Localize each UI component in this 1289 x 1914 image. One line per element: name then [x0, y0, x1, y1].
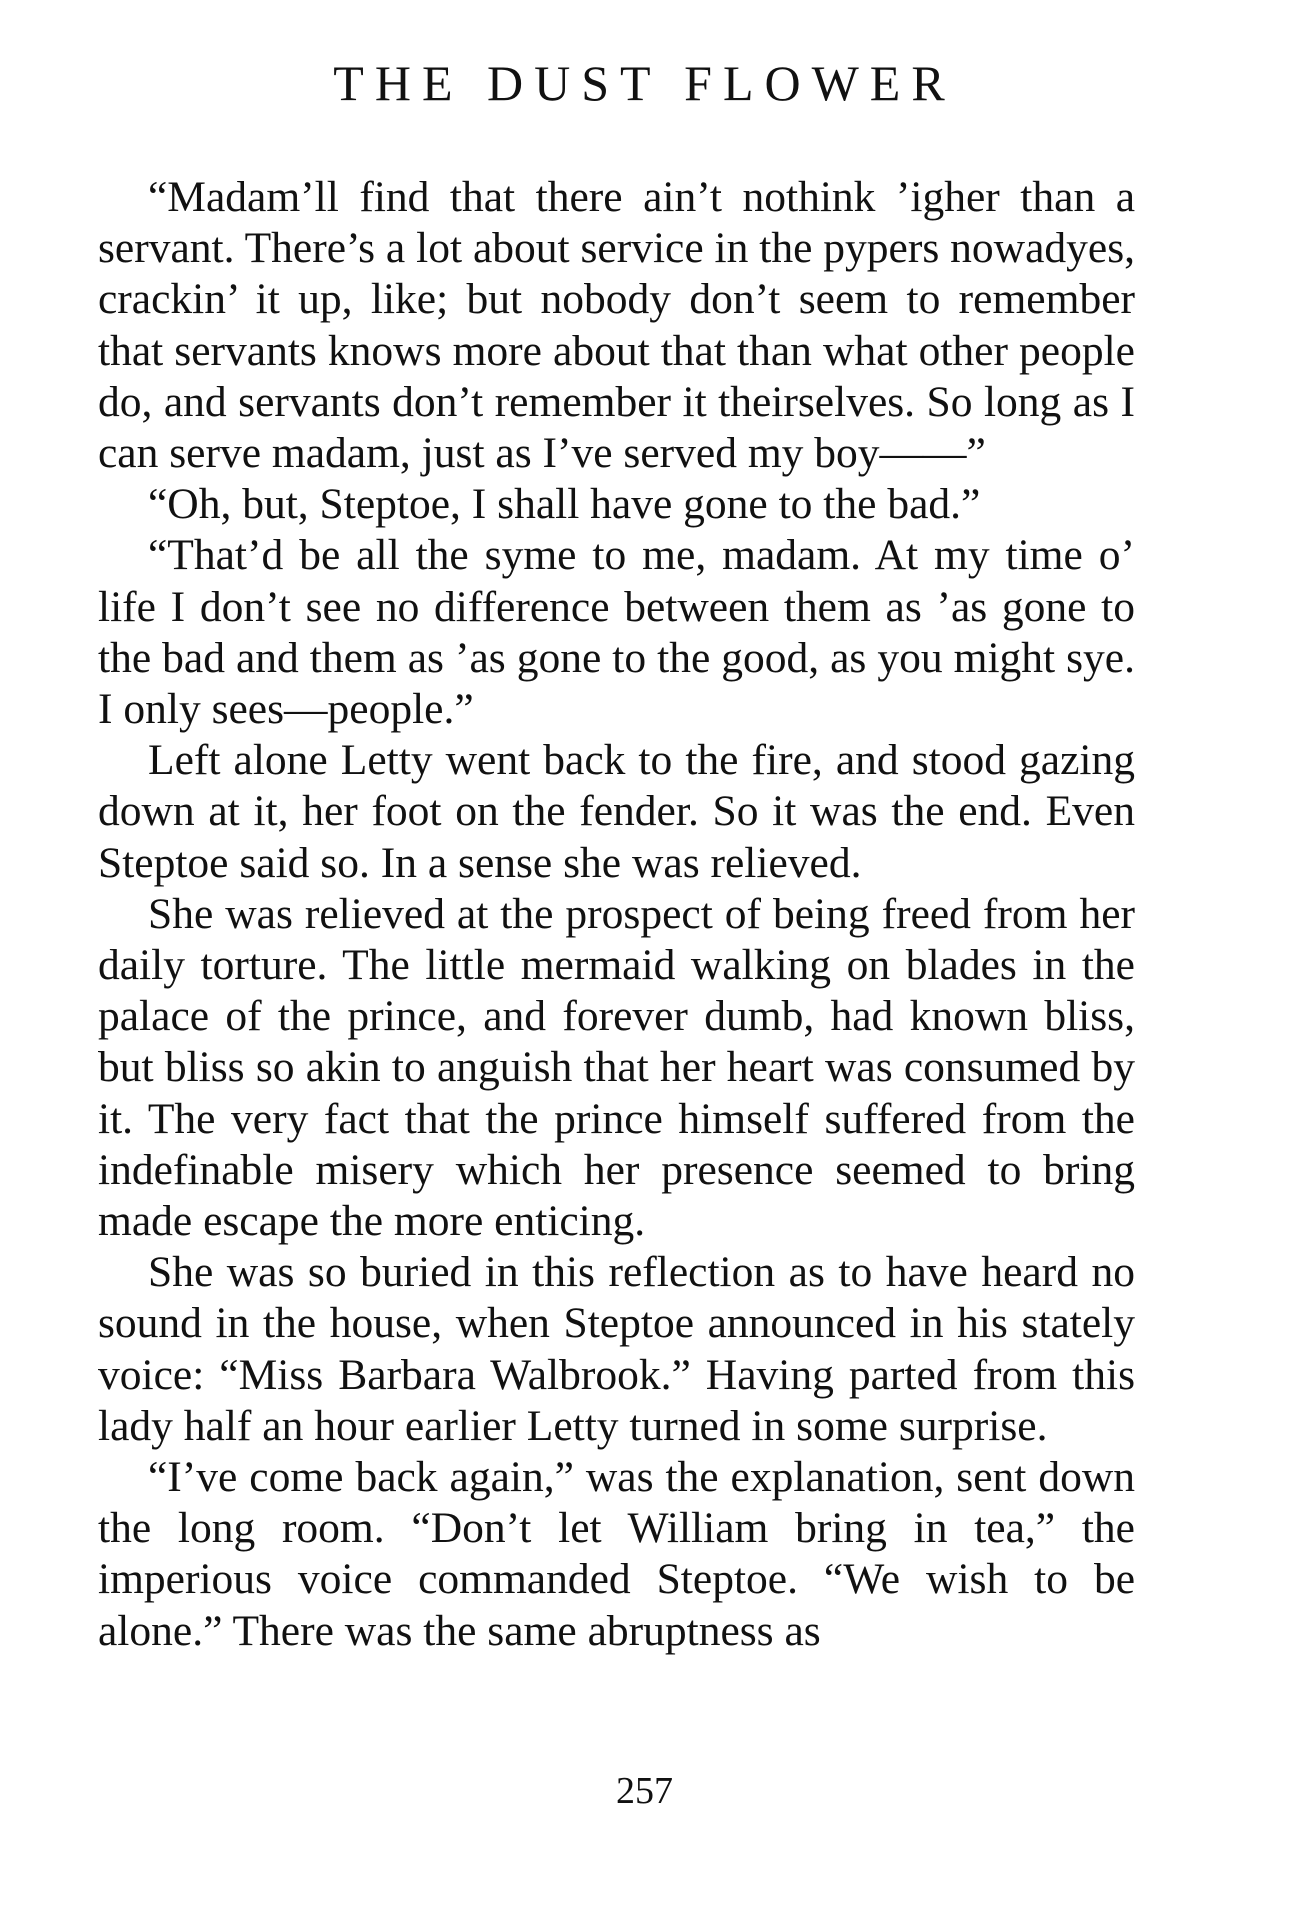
paragraph-letty-reply: “Oh, but, Steptoe, I shall have gone to the bad.” — [148, 480, 981, 529]
paragraph-announcement: She was so buried in this reflection as to have heard no sound in the house, when Steptoe announced in his stately voice: “Miss Barbara Walbrook.” Having parted from this lady half an hour earlier Letty turned in some surprise. — [98, 1248, 1135, 1450]
body-text — [98, 172, 1135, 1657]
paragraph-servant-speech: “Madam’ll find that there ain’t nothink ’igher than a servant. There’s a lot about service in the pypers nowadyes, crackin’ it up, like; but nobody don’t seem to remember that servants knows more about that than what other people do, and servants don’t remember it theirselves. So long as I can serve madam, just as I’ve served my boy——” — [98, 173, 1135, 478]
paragraph-steptoe-reply: “That’d be all the syme to me, madam. At my time o’ life I don’t see no difference between them as ’as gone to the bad and them as ’as gone to the good, as you might sye. I only sees—people.” — [98, 531, 1135, 734]
paragraph-come-back: “I’ve come back again,” was the explanation, sent down the long room. “Don’t let William bring in tea,” the imperious voice commanded Steptoe. “We wish to be alone.” There was the same abruptness as — [98, 1453, 1135, 1655]
paragraph-relieved: She was relieved at the prospect of being freed from her daily torture. The little mermaid walking on blades in the palace of the prince, and forever dumb, had known bliss, but bliss so akin to anguish that her heart was consumed by it. The very fact that the prince himself suffered from the indefinable misery which her presence seemed to bring made escape the more enticing. — [98, 889, 1135, 1246]
page-number: 257 — [616, 1770, 673, 1812]
running-head: THE DUST FLOWER — [333, 55, 956, 111]
paragraph-left-alone: Left alone Letty went back to the fire, and stood gazing down at it, her foot on the fender. So it was the end. Even Steptoe said so. In a sense she was relieved. — [98, 736, 1135, 887]
